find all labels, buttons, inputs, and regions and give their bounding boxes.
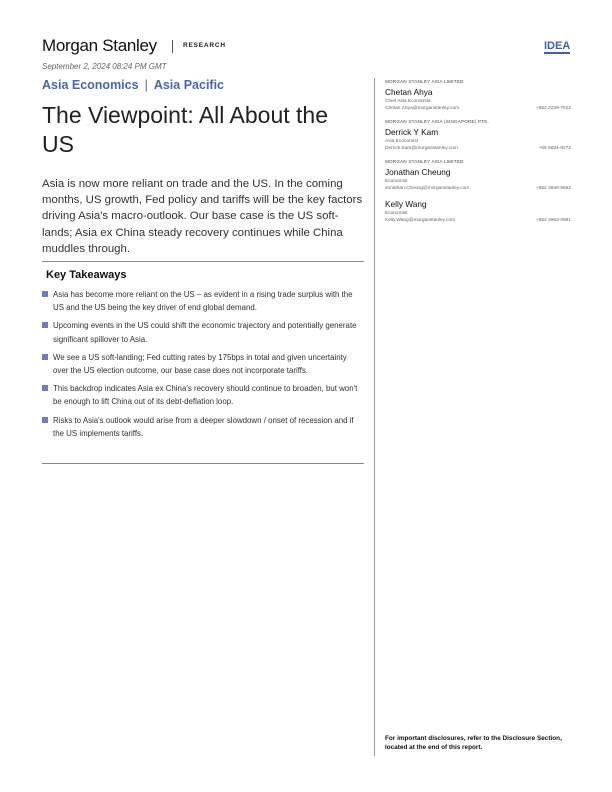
author-role: Economist [385,211,408,216]
author-role: Asia Economist [385,139,419,144]
topic-tags [42,78,224,92]
author-name: Jonathan Cheung [385,167,451,177]
author-phone: +852 3963-0891 [535,218,571,223]
author-email[interactable]: Kelly.Wang@morganstanley.com [385,218,456,223]
summary-paragraph: Asia is now more reliant on trade and the US. In the coming months, US growth, Fed policy and tariffs will be the key factors driving Asia's macro-outlook. Our base case is the US soft-lands; Asia ex China steady recovery continues while China muddles through. [42,178,363,255]
author-contact [385,218,571,223]
takeaway-item: This backdrop indicates Asia ex China's recovery should continue to broaden, but won't be enough to lift China out of its debt-deflation loop. [42,382,364,408]
author-contact [385,186,571,191]
author-role: Chief Asia Economist [385,99,431,104]
author-name: Chetan Ahya [385,87,433,97]
takeaway-item: Asia has become more reliant on the US – as evident in a rising trade surplus with the US and the US being the key driver of end global demand. [42,288,364,314]
tag-asia-pacific[interactable]: Asia Pacific [153,78,225,92]
takeaway-item: We see a US soft-landing; Fed cutting rates by 175bps in total and given uncertainty over the US election outcome, our base case does not incorporate tariffs. [42,351,364,377]
author-firm: MORGAN STANLEY ASIA LIMITED [385,79,464,84]
author-email[interactable]: Jonathan.Cheung@morganstanley.com [385,186,470,191]
tag-separator: | [144,78,148,92]
author-name: Kelly Wang [385,199,427,209]
takeaway-item: Risks to Asia's outlook would arise from a deeper slowdown / onset of recession and if the US implements tariffs. [42,414,364,440]
author-phone: +852 3848-5652 [535,186,571,191]
author-firm: MORGAN STANLEY ASIA LIMITED [385,159,464,164]
morgan-stanley-logo: Morgan Stanley [42,36,157,55]
logo-divider [172,40,173,53]
author-email[interactable]: Derrick.Kam@morganstanley.com [385,146,458,151]
divider-bottom [42,463,364,464]
tag-asia-economics[interactable]: Asia Economics [42,78,139,92]
author-contact [385,146,571,151]
idea-badge: IDEA [544,40,571,52]
author-role: Economist [385,179,408,184]
author-phone: +65 6834-8272 [538,146,571,151]
author-email[interactable]: Chetan.Ahya@morganstanley.com [385,106,460,111]
publish-date: September 2, 2024 08:24 PM GMT [42,62,167,71]
page-title: The Viewpoint: All About the US [42,102,328,157]
author-name: Derrick Y Kam [385,127,439,137]
author-card [385,199,571,223]
author-card [385,79,571,111]
key-takeaways-heading: Key Takeaways [46,269,127,281]
author-firm: MORGAN STANLEY ASIA (SINGAPORE) PTE. [385,119,490,124]
research-label: RESEARCH [183,42,226,49]
author-card [385,119,571,151]
key-takeaways-list [42,288,364,445]
authors-panel [385,79,571,231]
takeaway-item: Upcoming events in the US could shift the economic trajectory and potentially generate significant spillover to Asia. [42,319,364,345]
author-contact [385,106,571,111]
author-card [385,159,571,191]
divider-top [42,261,364,262]
sidebar-divider [374,78,375,756]
disclosure-note: For important disclosures, refer to the Disclosure Section, located at the end of this report. [385,735,562,751]
author-phone: +852 2239-7812 [535,106,571,111]
